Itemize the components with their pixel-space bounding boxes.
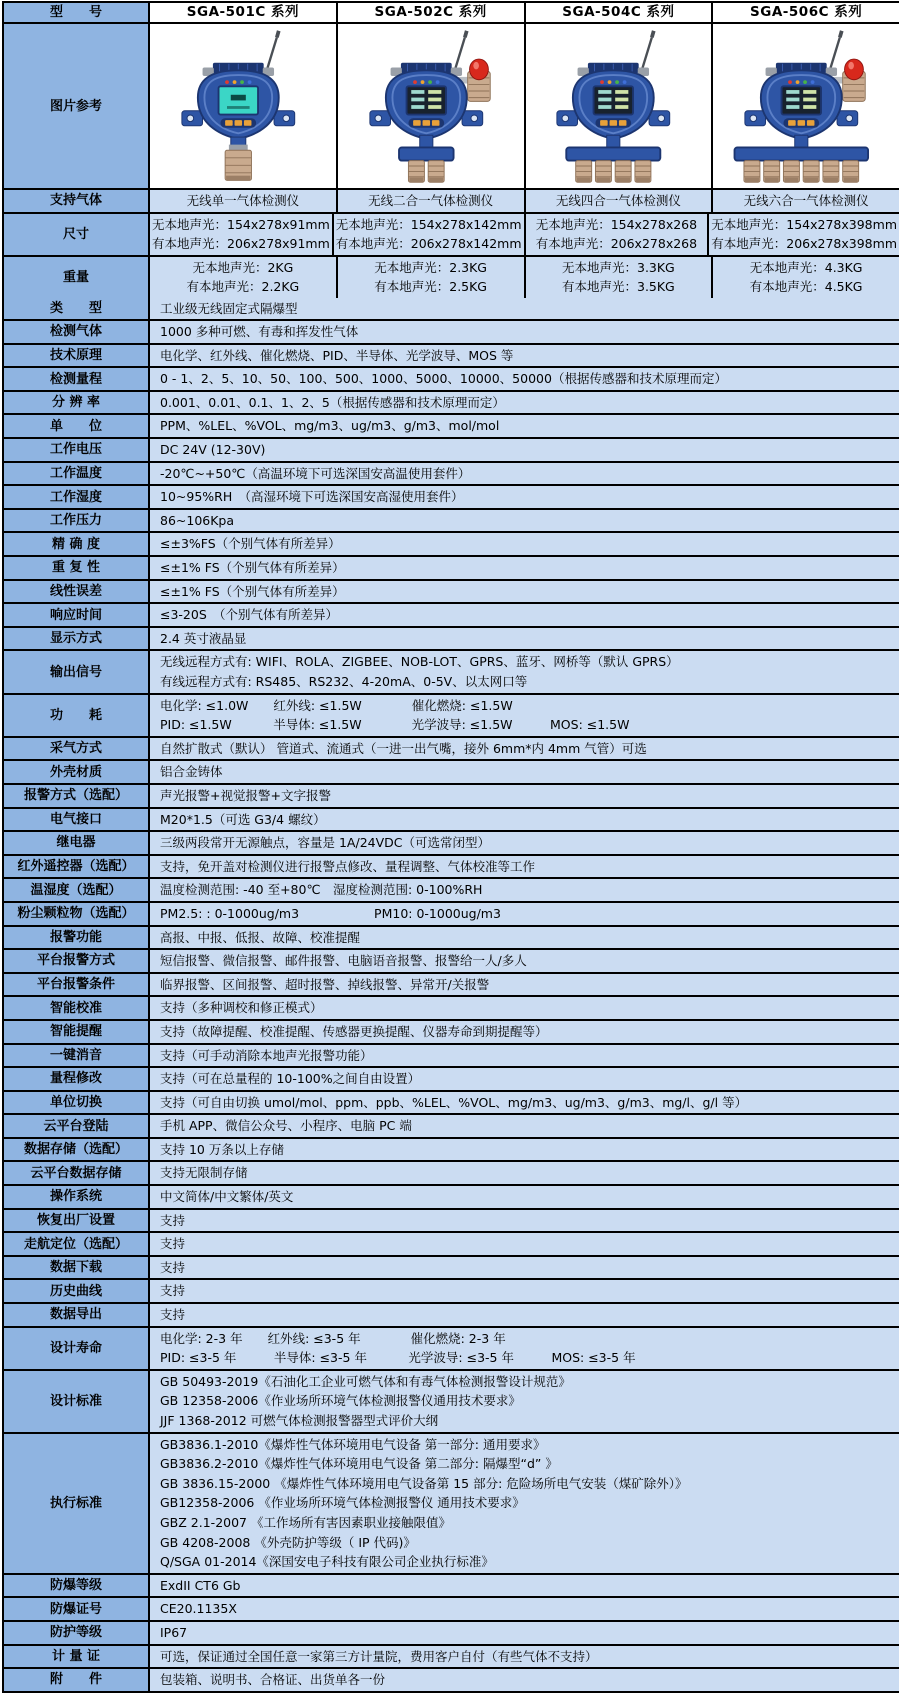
spec-value: [150, 903, 899, 925]
spec-value: [150, 1092, 899, 1114]
spec-row: [4, 1575, 899, 1599]
row-label: 防爆等级: [4, 1575, 150, 1597]
spec-row: [4, 345, 899, 369]
gas-detector-illustration: [718, 28, 894, 186]
row-label: 计 量 证: [4, 1646, 150, 1668]
row-label: 工作温度: [4, 463, 150, 485]
spec-value-line: 支持（多种调校和修正模式）: [160, 1000, 323, 1016]
spec-value-line: 支持: [160, 1283, 186, 1299]
spec-value: [150, 392, 899, 414]
model-header: [713, 3, 899, 22]
product-image-cell: [713, 24, 899, 188]
spec-value-line: 工业级无线固定式隔爆型: [160, 300, 298, 316]
spec-value-line: 2.4 英寸液晶显: [160, 630, 247, 646]
spec-value-line: 0.001、0.01、0.1、1、2、5（根据传感器和技术原理而定）: [160, 394, 505, 410]
spec-value-line: GB12358-2006 《作业场所环境气体检测报警仪 通用技术要求》: [160, 1495, 525, 1511]
model-cell-text: 无线六合一气体检测仪: [743, 193, 869, 208]
spec-value: [150, 1021, 899, 1043]
spec-row: [4, 761, 899, 785]
product-image-cell: [526, 24, 714, 188]
spec-row: [4, 1328, 899, 1371]
spec-value-line: GB 12358-2006《作业场所环境气体检测报警仪通用技术要求》: [160, 1393, 521, 1409]
spec-row: [4, 604, 899, 628]
spec-value: [150, 1045, 899, 1067]
spec-value-line: 临界报警、区间报警、超时报警、掉线报警、异常开/关报警: [160, 976, 490, 992]
spec-row: [4, 1092, 899, 1116]
row-label: 防爆证号: [4, 1598, 150, 1620]
spec-value: [150, 1575, 899, 1597]
model-cell-text: 无本地声光：2KG: [192, 259, 294, 275]
spec-value-line: 可选，保证通过全国任意一家第三方计量院，费用客户自付（有些气体不支持）: [160, 1648, 598, 1664]
spec-row: [4, 651, 899, 694]
row-label: 工作湿度: [4, 486, 150, 508]
row-label: 报警方式（选配）: [4, 785, 150, 807]
spec-value: [150, 1622, 899, 1644]
model-cell: [150, 257, 338, 298]
spec-value-line: 支持: [160, 1307, 186, 1323]
product-image-row: [4, 24, 899, 190]
model-cell-text: 有本地声光：3.5KG: [561, 279, 675, 294]
gas-detector-illustration: [343, 28, 519, 186]
row-label: 数据导出: [4, 1304, 150, 1326]
row-label: 类 型: [4, 298, 150, 320]
spec-row: [4, 1162, 899, 1186]
spec-value-line: 支持: [160, 1212, 186, 1228]
spec-value-line: Q/SGA 01-2014《深国安电子科技有限公司企业执行标准》: [160, 1554, 494, 1570]
spec-value: [150, 832, 899, 854]
spec-value-line: GB 4208-2008 《外壳防护等级（ IP 代码)》: [160, 1534, 416, 1550]
spec-row: [4, 415, 899, 439]
row-label: 粉尘颗粒物（选配）: [4, 903, 150, 925]
spec-value-line: DC 24V (12-30V): [160, 442, 266, 458]
spec-row: [4, 1434, 899, 1575]
spec-value-line: 支持 10 万条以上存储: [160, 1141, 284, 1157]
model-header-text: SGA-502C 系列: [374, 3, 487, 20]
model-row: [4, 257, 899, 298]
spec-value-line: 86~106Kpa: [160, 512, 235, 528]
spec-value: [150, 738, 899, 760]
row-label: 精 确 度: [4, 533, 150, 555]
model-cell: [150, 190, 338, 212]
spec-row: [4, 1304, 899, 1328]
row-label: 报警功能: [4, 927, 150, 949]
row-label: 工作电压: [4, 439, 150, 461]
spec-row: [4, 832, 899, 856]
row-label: 设计寿命: [4, 1328, 150, 1369]
spec-value: [150, 486, 899, 508]
model-cell-text: 有本地声光：206x278x142mm: [335, 236, 522, 251]
spec-row: [4, 1210, 899, 1234]
model-header: [338, 3, 526, 22]
spec-value-line: M20*1.5（可选 G3/4 螺纹）: [160, 811, 326, 827]
model-row: [4, 214, 899, 257]
spec-value: [150, 1598, 899, 1620]
spec-value-line: 1000 多种可燃、有毒和挥发性气体: [160, 324, 359, 340]
model-header-row: [4, 3, 899, 24]
spec-value: [150, 298, 899, 320]
product-image-cell: [338, 24, 526, 188]
model-cell-text: 无本地声光：4.3KG: [749, 259, 863, 275]
spec-value-line: 无线远程方式有: WIFI、ROLA、ZIGBEE、NOB-LOT、GPRS、蓝牙、网桥等（默认 GPRS）: [160, 654, 679, 670]
spec-value: [150, 1280, 899, 1302]
spec-value-line: PM2.5: : 0-1000ug/m3 PM10: 0-1000ug/m3: [160, 905, 501, 921]
spec-row: [4, 1186, 899, 1210]
spec-value-line: 声光报警+视觉报警+文字报警: [160, 787, 331, 803]
model-cell-text: 无本地声光：154x278x268: [535, 216, 698, 232]
spec-value-line: 支持无限制存储: [160, 1165, 248, 1181]
spec-row: [4, 1139, 899, 1163]
spec-value-line: 电化学: ≤1.0W 红外线: ≤1.5W 催化燃烧: ≤1.5W: [160, 697, 513, 713]
spec-row: [4, 581, 899, 605]
model-cell-text: 无本地声光：154x278x398mm: [711, 216, 897, 232]
model-cell-text: 有本地声光：2.2KG: [186, 279, 300, 294]
spec-value: [150, 856, 899, 878]
spec-row: [4, 1371, 899, 1434]
spec-value-line: ≤±1% FS（个别气体有所差异）: [160, 560, 345, 576]
spec-value-line: 自然扩散式（默认） 管道式、流通式（一进一出气嘴，接外 6mm*内 4mm 气管）可选: [160, 740, 647, 756]
spec-value-line: 电化学: 2-3 年 红外线: ≤3-5 年 催化燃烧: 2-3 年: [160, 1330, 506, 1346]
spec-rows: [4, 298, 899, 1691]
spec-row: [4, 997, 899, 1021]
spec-value-line: PID: ≤1.5W 半导体: ≤1.5W 光学波导: ≤1.5W MOS: ≤1.5W: [160, 717, 630, 733]
spec-value: [150, 1328, 899, 1369]
spec-row: [4, 1598, 899, 1622]
spec-value-line: CE20.1135X: [160, 1601, 237, 1617]
model-cell-text: 无本地声光：2.3KG: [374, 259, 487, 275]
row-label: 检测气体: [4, 321, 150, 343]
spec-row: [4, 785, 899, 809]
row-label: 智能校准: [4, 997, 150, 1019]
spec-value: [150, 321, 899, 343]
spec-value: [150, 533, 899, 555]
row-label: 温湿度（选配）: [4, 879, 150, 901]
spec-value: [150, 1371, 899, 1432]
spec-row: [4, 392, 899, 416]
product-image-cell: [150, 24, 338, 188]
spec-row: [4, 950, 899, 974]
model-cell: [334, 214, 526, 255]
model-header: [526, 3, 714, 22]
row-label: 历史曲线: [4, 1280, 150, 1302]
model-header-text: SGA-501C 系列: [186, 3, 299, 20]
spec-value-line: 手机 APP、微信公众号、小程序、电脑 PC 端: [160, 1118, 412, 1134]
spec-value-line: 有线远程方式有: RS485、RS232、4-20mA、0-5V、以太网口等: [160, 674, 528, 689]
model-cell-text: 无线单一气体检测仪: [186, 193, 300, 208]
spec-value: [150, 761, 899, 783]
model-header: [150, 3, 338, 22]
row-label: 执行标准: [4, 1434, 150, 1573]
model-cell-text: 无本地声光：154x278x142mm: [335, 216, 522, 232]
spec-row: [4, 1669, 899, 1691]
model-cell-text: 有本地声光：206x278x91mm: [152, 236, 330, 251]
spec-value-line: 支持（可自由切换 umol/mol、ppm、ppb、%LEL、%VOL、mg/m3、ug/m3、g/m3、mg/l、g/l 等）: [160, 1094, 748, 1110]
model-cell: [713, 190, 899, 212]
spec-row: [4, 1068, 899, 1092]
spec-value-line: IP67: [160, 1624, 188, 1640]
spec-row: [4, 738, 899, 762]
spec-value-line: 支持（故障提醒、校准提醒、传感器更换提醒、仪器寿命到期提醒等）: [160, 1023, 548, 1039]
model-cell-text: 有本地声光：206x278x268: [535, 236, 698, 251]
spec-value-line: ExdII CT6 Gb: [160, 1577, 241, 1593]
spec-value-line: 10~95%RH （高湿环境下可选深国安高湿使用套件）: [160, 489, 464, 505]
row-label: 线性误差: [4, 581, 150, 603]
row-label: 单位切换: [4, 1092, 150, 1114]
spec-row: [4, 927, 899, 951]
spec-value-line: 支持: [160, 1259, 186, 1275]
spec-row: [4, 695, 899, 738]
row-label: 数据存储（选配）: [4, 1139, 150, 1161]
spec-value: [150, 879, 899, 901]
spec-value-line: 0 - 1、2、5、10、50、100、500、1000、5000、10000、50000（根据传感器和技术原理而定）: [160, 371, 727, 387]
row-label: 采气方式: [4, 738, 150, 760]
row-label: 检测量程: [4, 368, 150, 390]
row-label: 单 位: [4, 415, 150, 437]
spec-value: [150, 695, 899, 736]
model-cell-text: 无线二合一气体检测仪: [368, 193, 494, 208]
spec-value: [150, 1139, 899, 1161]
model-row: [4, 190, 899, 214]
spec-value-line: 支持（可在总量程的 10-100%之间自由设置）: [160, 1071, 421, 1087]
spec-value: [150, 1233, 899, 1255]
spec-row: [4, 463, 899, 487]
spec-value: [150, 1186, 899, 1208]
spec-value: [150, 809, 899, 831]
spec-value: [150, 463, 899, 485]
spec-row: [4, 439, 899, 463]
spec-value-line: 三级两段常开无源触点，容量是 1A/24VDC（可选常闭型）: [160, 835, 490, 851]
spec-value-line: 中文简体/中文繁体/英文: [160, 1189, 294, 1205]
row-label: 外壳材质: [4, 761, 150, 783]
row-label: 平台报警方式: [4, 950, 150, 972]
spec-value: [150, 1210, 899, 1232]
spec-value-line: GB 3836.15-2000 《爆炸性气体环境用电气设备第 15 部分: 危险场所电气安装（煤矿除外）》: [160, 1475, 688, 1491]
gas-detector-illustration: [530, 28, 706, 186]
spec-value: [150, 974, 899, 996]
model-header-text: SGA-504C 系列: [562, 3, 675, 20]
model-cell-text: 有本地声光：206x278x398mm: [711, 236, 897, 251]
spec-row: [4, 368, 899, 392]
row-label: 重 复 性: [4, 557, 150, 579]
row-label: 量程修改: [4, 1068, 150, 1090]
spec-value-line: GBZ 2.1-2007 《工作场所有害因素职业接触限值》: [160, 1514, 451, 1530]
spec-row: [4, 974, 899, 998]
spec-value-line: 短信报警、微信报警、邮件报警、电脑语音报警、报警给一人/多人: [160, 953, 527, 969]
spec-value-line: 高报、中报、低报、故障、校准提醒: [160, 929, 361, 945]
spec-value: [150, 1434, 899, 1573]
model-cell-text: 有本地声光：4.5KG: [749, 279, 863, 294]
row-label: 继电器: [4, 832, 150, 854]
row-label: 一键消音: [4, 1045, 150, 1067]
spec-value: [150, 1068, 899, 1090]
spec-value-line: JJF 1368-2012 可燃气体检测报警器型式评价大纲: [160, 1413, 439, 1428]
spec-value: [150, 997, 899, 1019]
spec-value: [150, 439, 899, 461]
spec-row: [4, 510, 899, 534]
spec-value: [150, 1162, 899, 1184]
row-label: 尺寸: [4, 214, 150, 255]
row-label: 支持气体: [4, 190, 150, 212]
row-label: 技术原理: [4, 345, 150, 367]
spec-row: [4, 856, 899, 880]
spec-row: [4, 1233, 899, 1257]
row-label: 恢复出厂设置: [4, 1210, 150, 1232]
spec-row: [4, 1045, 899, 1069]
spec-row: [4, 628, 899, 652]
spec-value: [150, 651, 899, 692]
spec-value-line: GB3836.2-2010《爆炸性气体环境用电气设备 第二部分: 隔爆型“d” 》: [160, 1456, 558, 1472]
model-cell: [338, 190, 526, 212]
model-cell-text: 有本地声光：2.5KG: [374, 279, 487, 294]
row-label: 设计标准: [4, 1371, 150, 1432]
model-cell-text: 无线四合一气体检测仪: [555, 193, 681, 208]
row-label: 工作压力: [4, 510, 150, 532]
spec-row: [4, 809, 899, 833]
spec-value: [150, 1257, 899, 1279]
row-label: 分 辨 率: [4, 392, 150, 414]
model-cell: [526, 190, 714, 212]
spec-row: [4, 533, 899, 557]
row-label: 智能提醒: [4, 1021, 150, 1043]
spec-row: [4, 557, 899, 581]
row-label: 操作系统: [4, 1186, 150, 1208]
spec-value-line: 温度检测范围: -40 至+80℃ 湿度检测范围: 0-100%RH: [160, 882, 483, 898]
model-cell: [338, 257, 526, 298]
spec-value: [150, 510, 899, 532]
row-label: 响应时间: [4, 604, 150, 626]
row-label: 红外遥控器（选配）: [4, 856, 150, 878]
spec-row: [4, 298, 899, 322]
row-label: 功 耗: [4, 695, 150, 736]
model-rows: [4, 190, 899, 298]
row-label: 附 件: [4, 1669, 150, 1691]
spec-value: [150, 785, 899, 807]
row-label: 云平台登陆: [4, 1115, 150, 1137]
spec-row: [4, 1021, 899, 1045]
model-header-text: SGA-506C 系列: [750, 3, 863, 20]
row-label: 平台报警条件: [4, 974, 150, 996]
spec-value-line: PPM、%LEL、%VOL、mg/m3、ug/m3、g/m3、mol/mol: [160, 418, 500, 434]
spec-row: [4, 321, 899, 345]
spec-value-line: PID: ≤3-5 年 半导体: ≤3-5 年 光学波导: ≤3-5 年 MOS: ≤3-5 年: [160, 1350, 636, 1366]
spec-row: [4, 903, 899, 927]
spec-value-line: 支持（可手动消除本地声光报警功能）: [160, 1047, 373, 1063]
row-label: 数据下载: [4, 1257, 150, 1279]
spec-value: [150, 927, 899, 949]
spec-value: [150, 415, 899, 437]
spec-value-line: 包装箱、说明书、合格证、出货单各一份: [160, 1672, 386, 1688]
gas-detector-illustration: [155, 28, 331, 186]
row-label: 防护等级: [4, 1622, 150, 1644]
spec-value: [150, 1669, 899, 1691]
spec-value-line: GB3836.1-2010《爆炸性气体环境用电气设备 第一部分: 通用要求》: [160, 1436, 546, 1452]
model-cell: [713, 257, 899, 298]
model-cell: [709, 214, 899, 255]
row-label: 云平台数据存储: [4, 1162, 150, 1184]
spec-value-line: GB 50493-2019《石油化工企业可燃气体和有毒气体检测报警设计规范》: [160, 1373, 571, 1389]
model-cell: [526, 214, 710, 255]
spec-value: [150, 1304, 899, 1326]
row-label: 显示方式: [4, 628, 150, 650]
spec-table: [2, 1, 899, 1693]
model-cell: [526, 257, 714, 298]
spec-value-line: 支持，免开盖对检测仪进行报警点修改、量程调整、气体校准等工作: [160, 858, 536, 874]
spec-value-line: 电化学、红外线、催化燃烧、PID、半导体、光学波导、MOS 等: [160, 347, 514, 363]
spec-value-line: ≤±3%FS（个别气体有所差异）: [160, 536, 341, 552]
spec-row: [4, 1115, 899, 1139]
spec-value: [150, 557, 899, 579]
model-cell: [150, 214, 334, 255]
spec-row: [4, 1257, 899, 1281]
model-cell-text: 无本地声光：3.3KG: [561, 259, 675, 275]
spec-value-line: 铝合金铸体: [160, 764, 223, 780]
row-label: 图片参考: [4, 24, 150, 188]
spec-value-line: ≤±1% FS（个别气体有所差异）: [160, 583, 345, 599]
spec-row: [4, 1622, 899, 1646]
row-label: 重量: [4, 257, 150, 298]
spec-value: [150, 1115, 899, 1137]
spec-row: [4, 486, 899, 510]
spec-value: [150, 1646, 899, 1668]
spec-value: [150, 950, 899, 972]
row-label: 电气接口: [4, 809, 150, 831]
spec-value: [150, 581, 899, 603]
row-label: 输出信号: [4, 651, 150, 692]
spec-value-line: ≤3-20S （个别气体有所差异）: [160, 607, 339, 623]
spec-row: [4, 1646, 899, 1670]
row-label: 走航定位（选配）: [4, 1233, 150, 1255]
spec-value: [150, 345, 899, 367]
spec-value-line: -20℃~+50℃（高温环境下可选深国安高温使用套件）: [160, 465, 471, 481]
spec-value: [150, 628, 899, 650]
spec-value-line: 支持: [160, 1236, 186, 1252]
spec-row: [4, 879, 899, 903]
header-label: 型 号: [4, 3, 150, 22]
spec-value: [150, 368, 899, 390]
spec-row: [4, 1280, 899, 1304]
model-cell-text: 无本地声光：154x278x91mm: [152, 216, 330, 232]
spec-value: [150, 604, 899, 626]
